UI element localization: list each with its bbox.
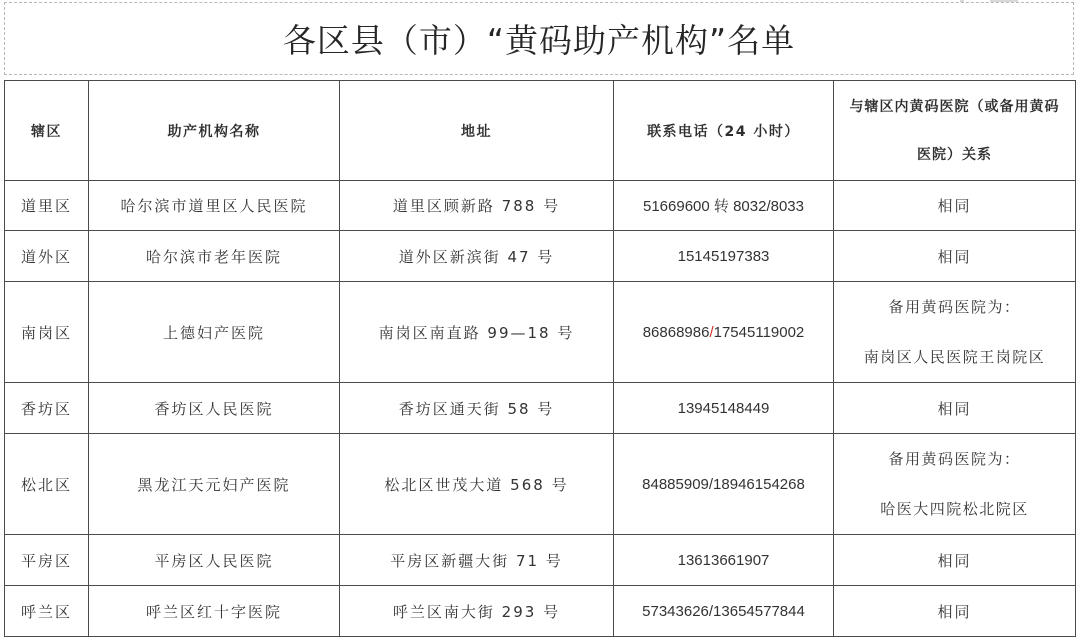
phone-number: 84885909/18946154268	[642, 476, 805, 493]
phone-number: 13945148449	[677, 400, 770, 417]
table-row	[5, 181, 1076, 231]
table-row	[5, 434, 1076, 535]
table-row	[5, 383, 1076, 434]
cell-address: 香坊区通天街 58 号	[340, 383, 614, 434]
cell-institution-name: 上德妇产医院	[89, 282, 340, 383]
cell-phone	[614, 282, 834, 383]
table-row	[5, 586, 1076, 637]
page-title: 各区县（市）“黄码助产机构”名单	[282, 21, 796, 60]
header-institution-name: 助产机构名称	[89, 81, 340, 181]
cell-relation	[834, 434, 1076, 535]
cell-institution-name: 平房区人民医院	[89, 535, 340, 586]
cell-phone	[614, 586, 834, 637]
table-row	[5, 535, 1076, 586]
cell-relation: 相同	[834, 181, 1076, 231]
header-district: 辖区	[5, 81, 89, 181]
phone-number: 51669600 转 8032/8033	[643, 198, 804, 215]
cell-institution-name: 香坊区人民医院	[89, 383, 340, 434]
cell-relation: 相同	[834, 586, 1076, 637]
cell-relation: 相同	[834, 535, 1076, 586]
cell-phone	[614, 434, 834, 535]
cell-phone	[614, 383, 834, 434]
cell-phone	[614, 535, 834, 586]
cell-address: 松北区世茂大道 568 号	[340, 434, 614, 535]
table-header-row	[5, 81, 1076, 181]
cell-relation: 相同	[834, 383, 1076, 434]
relation-line2: 哈医大四院松北院区	[880, 500, 1029, 518]
phone-number: 86868986	[642, 324, 710, 341]
cell-district: 道里区	[5, 181, 89, 231]
phone-separator: /	[709, 324, 714, 341]
cell-address: 南岗区南直路 99—18 号	[340, 282, 614, 383]
title-box	[4, 2, 1074, 75]
cell-institution-name: 哈尔滨市老年医院	[89, 231, 340, 282]
cell-address: 呼兰区南大街 293 号	[340, 586, 614, 637]
cell-relation	[834, 282, 1076, 383]
cell-district: 香坊区	[5, 383, 89, 434]
phone-number: 57343626/13654577844	[642, 603, 805, 620]
relation-line1: 备用黄码医院为：	[888, 450, 1021, 468]
cell-institution-name: 黑龙江天元妇产医院	[89, 434, 340, 535]
header-relation-line1: 与辖区内黄码医院（或备用黄码	[849, 98, 1060, 115]
header-phone: 联系电话（24 小时）	[614, 81, 834, 181]
relation-line1: 备用黄码医院为：	[888, 298, 1021, 316]
phone-number: 15145197383	[677, 248, 770, 265]
cell-address: 道外区新滨街 47 号	[340, 231, 614, 282]
header-relation	[834, 81, 1076, 181]
header-address: 地址	[340, 81, 614, 181]
cell-district: 南岗区	[5, 282, 89, 383]
cell-relation: 相同	[834, 231, 1076, 282]
cell-district: 松北区	[5, 434, 89, 535]
cell-address: 道里区顾新路 788 号	[340, 181, 614, 231]
cell-address: 平房区新疆大街 71 号	[340, 535, 614, 586]
cell-phone	[614, 231, 834, 282]
cell-institution-name: 哈尔滨市道里区人民医院	[89, 181, 340, 231]
cell-district: 呼兰区	[5, 586, 89, 637]
cell-district: 平房区	[5, 535, 89, 586]
phone-number: 13613661907	[677, 552, 770, 569]
relation-line2: 南岗区人民医院王岗院区	[863, 348, 1046, 366]
header-relation-line2: 医院）关系	[917, 146, 992, 163]
phone-number-alt: 17545119002	[713, 324, 805, 341]
maternity-institution-table	[4, 80, 1076, 637]
table-row	[5, 231, 1076, 282]
cell-phone	[614, 181, 834, 231]
cell-district: 道外区	[5, 231, 89, 282]
table-row	[5, 282, 1076, 383]
cell-institution-name: 呼兰区红十字医院	[89, 586, 340, 637]
